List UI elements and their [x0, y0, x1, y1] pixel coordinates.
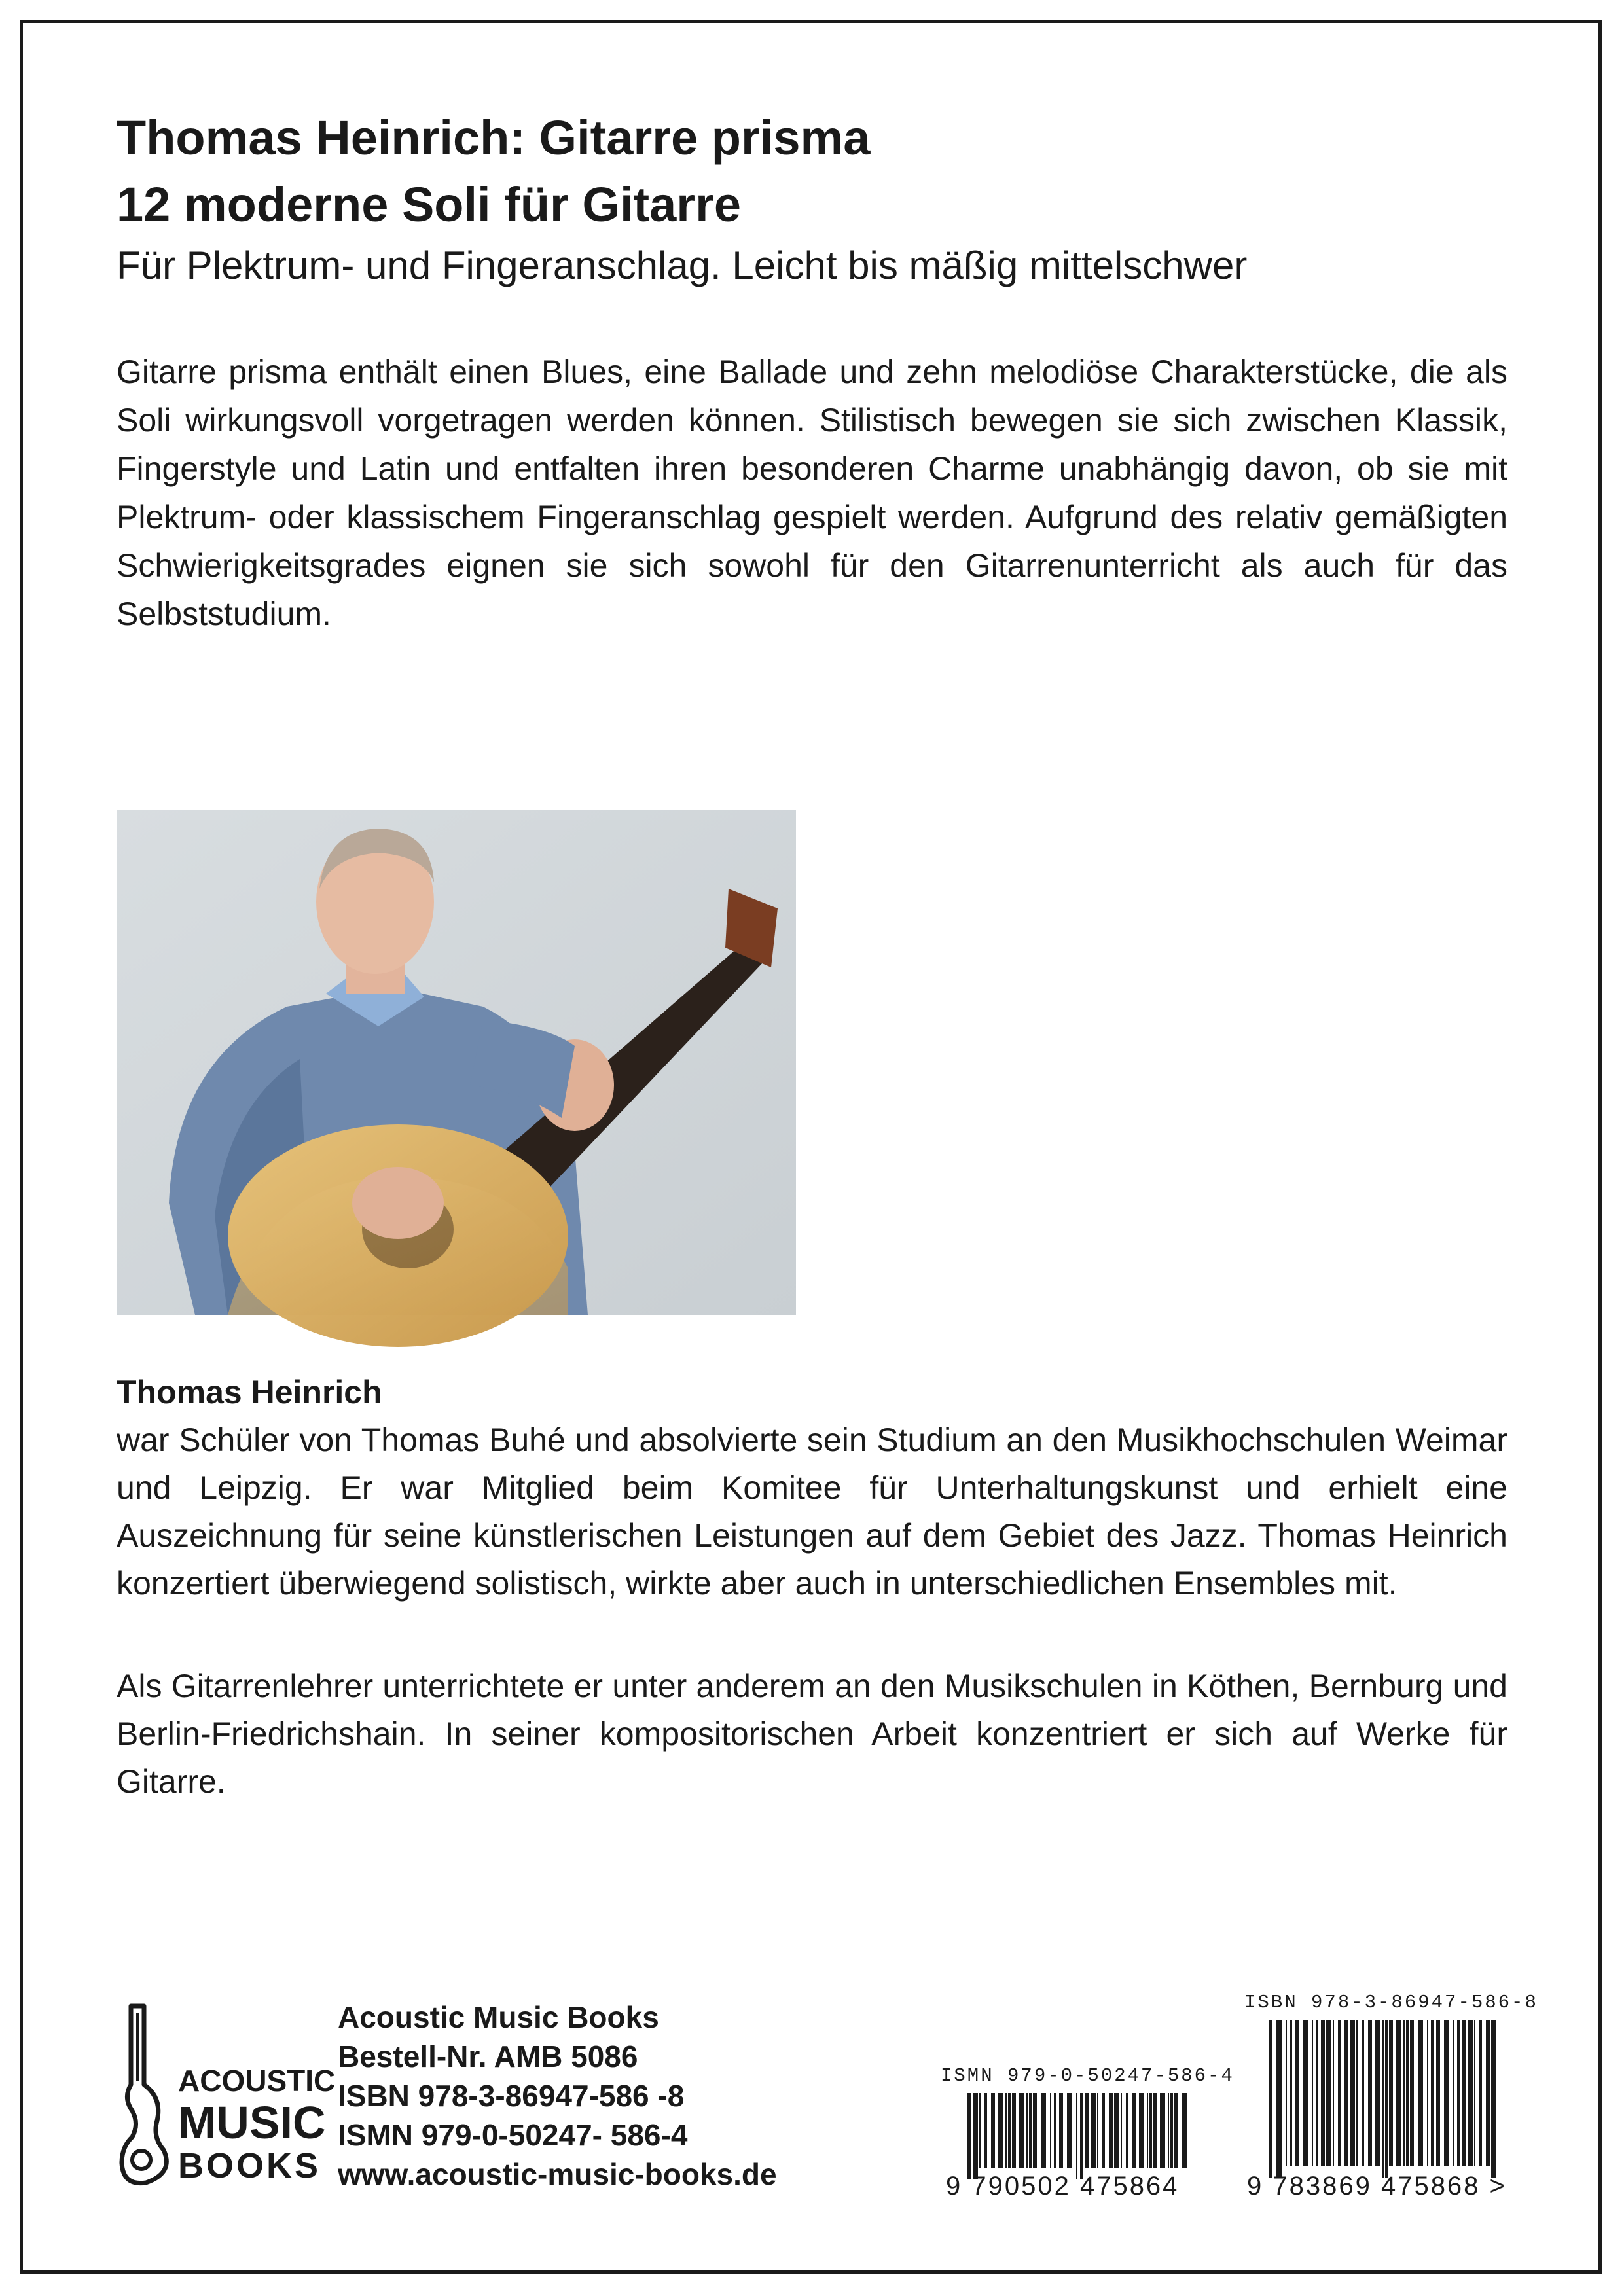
author-photo — [117, 810, 796, 1315]
barcode-bar — [1333, 2020, 1334, 2166]
barcode-bar — [1444, 2020, 1449, 2166]
barcode-bar — [991, 2093, 995, 2168]
barcode-bar — [1174, 2093, 1178, 2168]
barcode-bar — [1080, 2093, 1083, 2179]
barcode-bar — [1457, 2020, 1460, 2166]
barcode-bar — [1403, 2020, 1405, 2166]
barcode-bar — [1362, 2020, 1364, 2166]
barcode-bar — [1054, 2093, 1056, 2168]
barcode-bar — [1029, 2093, 1032, 2168]
barcode-bar — [1303, 2020, 1308, 2166]
barcode-bar — [1091, 2093, 1096, 2168]
barcode-bar — [1295, 2020, 1299, 2166]
barcode-bar — [1375, 2020, 1380, 2166]
barcode-bar — [1316, 2020, 1318, 2166]
barcode-bar — [1139, 2093, 1144, 2168]
barcode-bar — [1474, 2020, 1475, 2166]
barcode-bar — [979, 2093, 981, 2168]
ismn-barcode — [967, 2093, 1191, 2179]
barcode-bar — [1491, 2020, 1496, 2178]
barcode-bar — [1041, 2093, 1046, 2168]
barcode-bar — [1182, 2093, 1187, 2168]
author-name: Thomas Heinrich — [117, 1374, 382, 1410]
barcode-bar — [1033, 2093, 1037, 2168]
barcode-bar — [1121, 2093, 1122, 2168]
barcode-bar — [1453, 2020, 1454, 2166]
ismn-barcode-label: ISMN 979-0-50247-586-4 — [941, 2065, 1235, 2087]
barcode-bar — [1012, 2093, 1016, 2168]
barcode-bar — [1382, 2020, 1384, 2178]
barcode-bar — [1097, 2093, 1098, 2168]
order-number: Bestell-Nr. AMB 5086 — [338, 2039, 638, 2073]
barcode-bar — [998, 2093, 1003, 2168]
barcode-bar — [1114, 2093, 1119, 2168]
barcode-bar — [1356, 2020, 1358, 2166]
barcode-bar — [1312, 2020, 1313, 2166]
barcode-bar — [1153, 2093, 1157, 2168]
isbn-barcode-digits: 9 783869 475868 > — [1247, 2172, 1507, 2200]
barcode-bar — [1418, 2020, 1423, 2166]
barcode-bar — [1059, 2093, 1063, 2168]
barcode-bar — [1326, 2020, 1331, 2166]
barcode-bar — [1085, 2093, 1089, 2168]
barcode-bar — [1269, 2020, 1272, 2178]
logo-text: ACOUSTIC — [178, 2064, 336, 2098]
barcode-bar — [973, 2093, 978, 2179]
barcode-bar — [1410, 2020, 1414, 2166]
barcode-bar — [1147, 2093, 1148, 2168]
barcode-bar — [1170, 2093, 1173, 2168]
barcode-bar — [1290, 2020, 1292, 2166]
ismn-barcode-digits: 9 790502 475864 — [946, 2172, 1180, 2200]
book-description: Für Plektrum- und Fingeranschlag. Leicht bis mäßig mittelschwer — [117, 243, 1248, 287]
barcode-bar — [1276, 2020, 1282, 2178]
barcode-bar — [1050, 2093, 1051, 2168]
barcode-bar — [1321, 2020, 1325, 2166]
barcode-bar — [1468, 2020, 1473, 2166]
barcode-bar — [967, 2093, 971, 2179]
barcode-bar — [1479, 2020, 1482, 2166]
barcode-bar — [1431, 2020, 1434, 2166]
publisher-info — [338, 1998, 777, 2194]
intro-paragraph: Gitarre prisma enthält einen Blues, eine Ballade und zehn melodiöse Charakterstücke, die als Soli wirkungsvoll vorgetragen werden können. Stilistisch bewegen sie sich zwischen Klassik, Fingerstyle und Latin und entfalten ihren besonderen Charme unabhängig davon, ob sie mit Plektrum- oder klassischem Fingeranschlag gespielt werden. Aufgrund des relativ gemäßigten Schwierigkeitsgrades eignen sie sich sowohl für den Gitarrenunterricht als auch für das Selbststudium. — [117, 353, 1507, 632]
isbn-text: ISBN 978-3-86947-586 -8 — [338, 2079, 685, 2113]
isbn-barcode — [1269, 2020, 1498, 2178]
acoustic-music-books-logo — [117, 2000, 336, 2189]
barcode-bar — [1389, 2020, 1393, 2166]
barcode-bar — [1102, 2093, 1105, 2168]
barcode-bar — [1286, 2020, 1287, 2166]
barcode-bar — [1406, 2020, 1409, 2166]
book-title: Thomas Heinrich: Gitarre prisma — [117, 111, 871, 165]
barcode-bar — [1350, 2020, 1355, 2166]
barcode-bar — [1109, 2093, 1113, 2168]
barcode-bar — [1126, 2093, 1128, 2168]
author-bio-paragraph: war Schüler von Thomas Buhé und absolvierte sein Studium an den Musikhochschulen Weimar und Leipzig. Er war Mitglied beim Komitee für Unterhaltungskunst und erhielt eine Auszeichnung für seine künstlerischen Leistungen auf dem Gebiet des Jazz. Thomas Heinrich konzertiert überwiegend solistisch, wirkte aber auch in unterschiedlichen Ensembles mit. — [117, 1422, 1507, 1602]
barcode-bar — [1368, 2020, 1372, 2166]
barcode-bar — [1076, 2093, 1077, 2179]
book-subtitle: 12 moderne Soli für Gitarre — [117, 177, 742, 232]
barcode-bar — [1462, 2020, 1466, 2166]
ismn-text: ISMN 979-0-50247- 586-4 — [338, 2118, 688, 2152]
barcode-bar — [1008, 2093, 1011, 2168]
barcode-bar — [1344, 2020, 1348, 2166]
barcode-bar — [1486, 2020, 1490, 2166]
barcode-bar — [1427, 2020, 1428, 2166]
barcode-bar — [1019, 2093, 1024, 2168]
barcode-bar — [1396, 2020, 1401, 2166]
barcode-bar — [1026, 2093, 1028, 2168]
publisher-name: Acoustic Music Books — [338, 2000, 659, 2034]
barcode-bar — [1385, 2020, 1388, 2178]
barcode-bar — [984, 2093, 987, 2168]
barcode-bar — [1149, 2093, 1152, 2168]
barcode-bar — [1160, 2093, 1165, 2168]
author-bio-paragraph: Als Gitarrenlehrer unterrichtete er unter anderem an den Musikschulen in Köthen, Bernburg und Berlin-Friedrichshain. In seiner kompositorischen Arbeit konzentriert er sich auf Werke für Gitarre. — [117, 1668, 1507, 1800]
barcode-bar — [1338, 2020, 1341, 2166]
logo-text: BOOKS — [178, 2146, 321, 2185]
logo-text: MUSIC — [178, 2097, 326, 2148]
barcode-bar — [1168, 2093, 1169, 2168]
barcode-bar — [1436, 2020, 1440, 2166]
isbn-barcode-label: ISBN 978-3-86947-586-8 — [1244, 1992, 1538, 2013]
barcode-bar — [1132, 2093, 1136, 2168]
website-link[interactable]: www.acoustic-music-books.de — [338, 2157, 777, 2191]
barcode-bar — [1067, 2093, 1072, 2168]
barcode-bar — [1005, 2093, 1007, 2168]
